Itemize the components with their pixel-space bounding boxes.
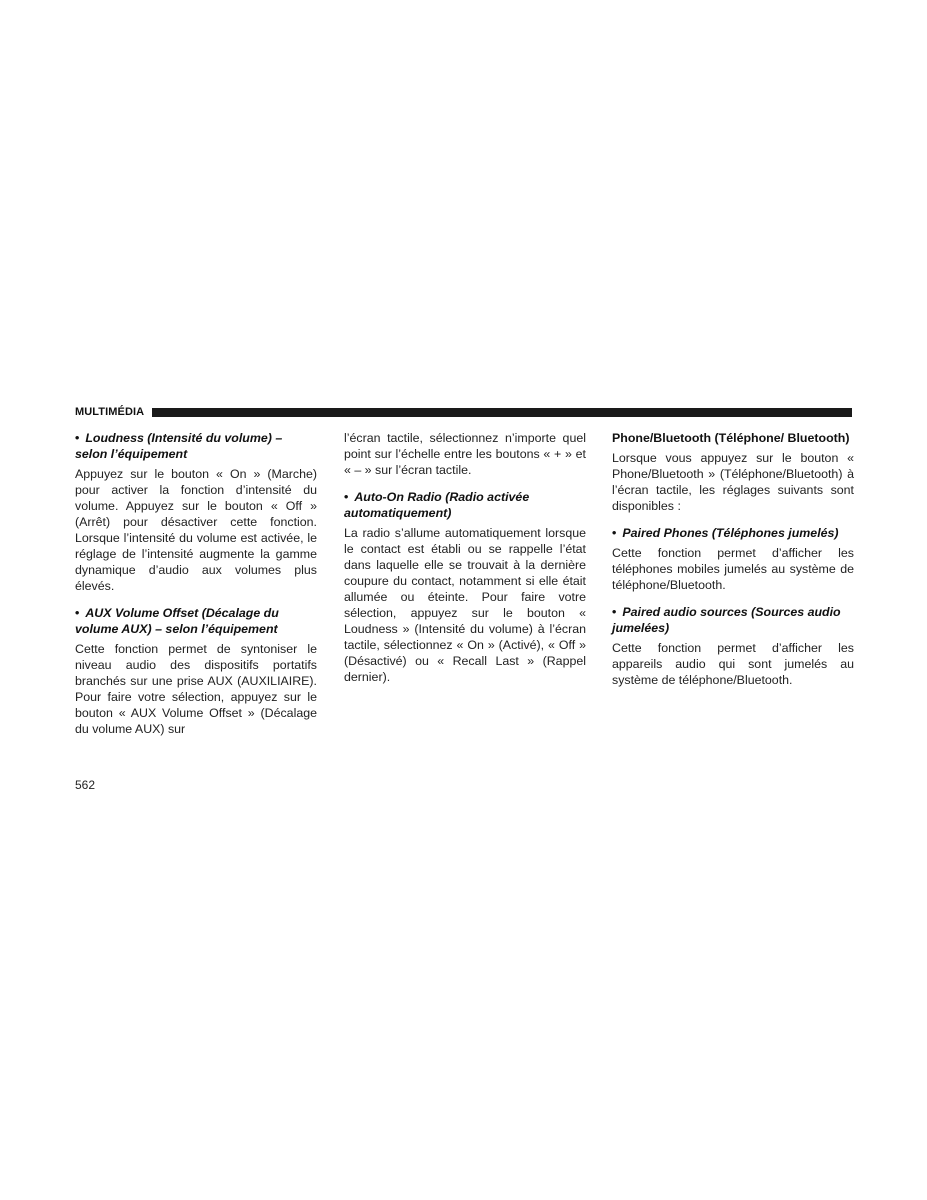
section-header (75, 405, 852, 419)
paragraph-aux-volume-offset: Cette fonction permet de syntoniser le niveau audio des dispositifs portatifs branchés sur une prise AUX (AUXILIAIRE). Pour faire votre sélection, appuyez sur le bouton « AUX Volume Offset » (Décalage du volume AUX) sur (75, 642, 317, 736)
paragraph-paired-audio-sources: Cette fonction permet d’afficher les appareils audio qui sont jumelés au système de téléphone/Bluetooth. (612, 641, 854, 687)
bullet-icon: • (75, 431, 80, 445)
paragraph-loudness: Appuyez sur le bouton « On » (Marche) pour activer la fonction d’intensité du volume. Appuyez sur le bouton « Off » (Arrêt) pour désactiver cette fonction. Lorsque l’intensité du volume est activée, le réglage de l’intensité augmente la gamme dynamique d’audio aux volumes plus élevés. (75, 467, 317, 593)
bullet-heading-paired-audio-sources: • Paired audio sources (Sources audio jumelées) (612, 605, 841, 635)
paragraph-auto-on-radio: La radio s’allume automatiquement lorsque le contact est établi ou se rappelle l’état dans laquelle elle se trouvait à la dernière coupure du contact, notamment si elle était allumée ou éteinte. Pour faire votre sélection, appuyez sur le bouton « Loudness » (Intensité du volume) à l’écran tactile, sélectionnez « On » (Activé), « Off » (Désactivé) ou « Recall Last » (Rappel dernier). (344, 526, 586, 684)
bullet-icon: • (75, 606, 80, 620)
section-title: MULTIMÉDIA (75, 406, 145, 418)
bullet-heading-auto-on-radio: • Auto-On Radio (Radio activée automatiquement) (344, 490, 530, 520)
column-2 (344, 430, 586, 696)
bullet-icon: • (612, 526, 617, 540)
paragraph-phone-bluetooth: Lorsque vous appuyez sur le bouton « Phone/Bluetooth » (Téléphone/Bluetooth) à l’écran tactile, les réglages suivants sont disponibles : (612, 451, 854, 513)
bullet-icon: • (344, 490, 349, 504)
bullet-heading-loudness: • Loudness (Intensité du volume) – selon l’équipement (75, 431, 283, 461)
column-1 (75, 430, 317, 748)
bullet-icon: • (612, 605, 617, 619)
page-number: 562 (75, 778, 96, 792)
paragraph-aux-continued: l’écran tactile, sélectionnez n’importe quel point sur l’échelle entre les boutons « + » et « – » sur l’écran tactile. (344, 431, 586, 477)
paragraph-paired-phones: Cette fonction permet d’afficher les téléphones mobiles jumelés au système de téléphone/Bluetooth. (612, 546, 854, 592)
column-3 (612, 430, 854, 699)
bullet-heading-paired-phones: • Paired Phones (Téléphones jumelés) (612, 526, 839, 540)
heading-phone-bluetooth: Phone/Bluetooth (Téléphone/ Bluetooth) (612, 431, 850, 445)
header-rule (152, 408, 852, 417)
bullet-heading-aux-volume-offset: • AUX Volume Offset (Décalage du volume AUX) – selon l’équipement (75, 606, 279, 636)
